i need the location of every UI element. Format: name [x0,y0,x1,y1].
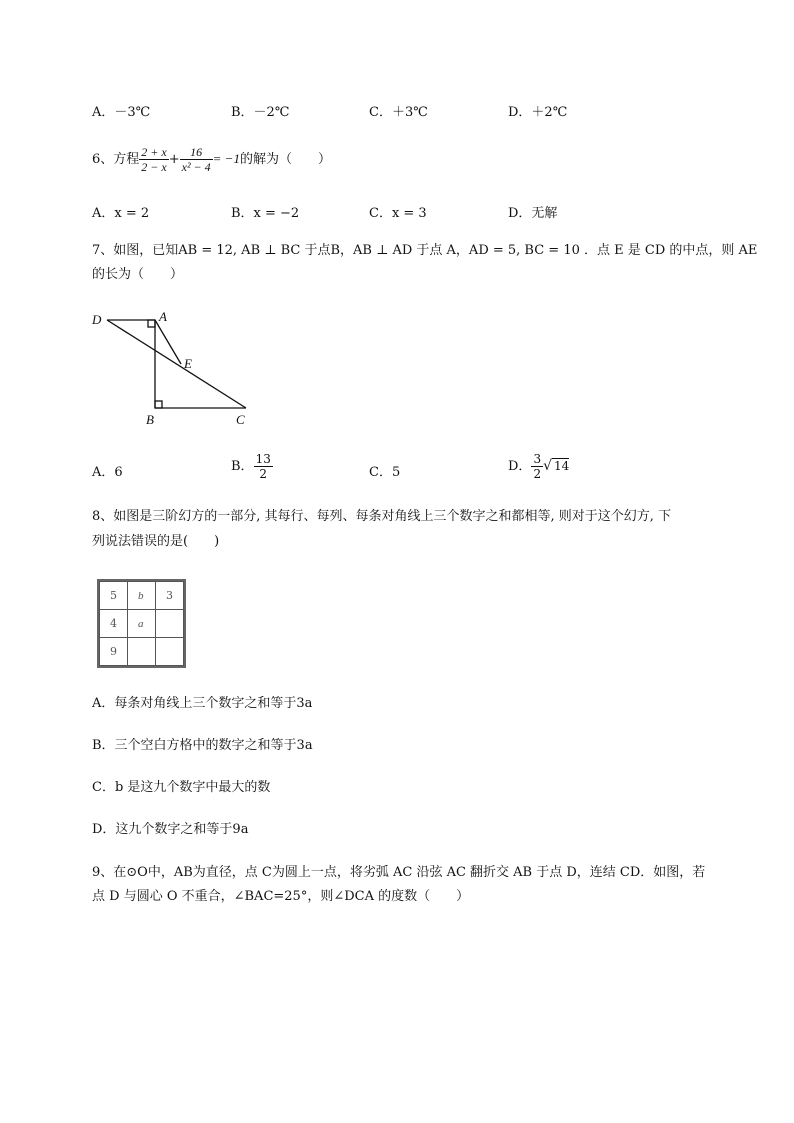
magic-square-row [100,610,184,638]
q8-option-c: C．b 是这九个数字中最大的数 [92,780,271,795]
q6-option-a: A．x = 2 [92,206,150,221]
q5-option-c: C．＋3℃ [369,105,428,120]
q6-plus: + [168,152,180,167]
q9-stem-line1: 9、在⊙O中，AB为直径，点 C为圆上一点，将劣弧 AC 沿弦 AC 翻折交 AB 于点 D，连结 CD．如图，若 [92,865,706,880]
q6-frac2-numerator: 16 [180,145,213,160]
q6-equals: = −1 [212,151,240,166]
q7-stem-line2: 的长为（ ） [92,267,184,282]
q8-stem-line1: 8、如图是三阶幻方的一部分, 其每行、每列、每条对角线上三个数字之和都相等, 则对于这个幻方, 下 [92,509,672,524]
q5-option-b: B．－2℃ [231,105,290,120]
magic-square-cell: 3 [156,582,184,610]
q6-frac1-numerator: 2 + x [141,145,167,159]
right-angle-B [155,401,162,408]
magic-square-cell [128,638,156,666]
q6-option-b: B．x = −2 [231,206,300,221]
q7-option-d-fraction [531,452,543,481]
q6-option-c: C．x = 3 [369,206,427,221]
magic-square-cell: a [128,610,156,638]
q5-option-d: D．＋2℃ [508,105,568,120]
q7-option-d-prefix: D． [508,459,532,474]
q6-frac1-denominator: 2 − x [141,160,167,174]
q6-prefix: 6、方程 [92,152,140,167]
label-C: C [236,412,245,427]
magic-square-row [100,638,184,666]
q7-d-denominator: 2 [533,467,542,481]
q7-option-b [231,452,273,481]
magic-square-row [100,582,184,610]
q8-option-b: B．三个空白方格中的数字之和等于3a [92,738,313,753]
right-angle-A [148,320,155,327]
magic-square-cell [156,638,184,666]
label-E: E [184,356,192,371]
label-D: D [92,312,102,327]
magic-square-cell: 9 [100,638,128,666]
q8-option-a: A．每条对角线上三个数字之和等于3a [92,696,313,711]
label-A: A [159,309,167,324]
q9-stem-line2: 点 D 与圆心 O 不重合，∠BAC=25°，则∠DCA 的度数（ ） [92,889,470,904]
label-B: B [146,412,154,427]
q5-option-a: A．－3℃ [92,105,151,120]
q6-fraction-2 [180,145,213,174]
q7-d-numerator: 3 [533,452,542,466]
magic-square-cell: 5 [100,582,128,610]
segment-AE [155,320,181,364]
q7-option-b-fraction [254,452,273,481]
q7-option-d: D． $\frac{3}{2}$ √ 14 [508,452,570,481]
magic-square-cell [156,610,184,638]
q6-fraction-1 [139,145,168,174]
q7-option-a: A．6 [92,465,123,480]
segment-DC [107,320,246,408]
magic-square-cell: 4 [100,610,128,638]
q6-option-d: D．无解 [508,206,558,221]
q7-d-sqrt: 14 [554,459,570,473]
q6-suffix: 的解为（ ） [239,152,331,167]
q8-option-d: D．这九个数字之和等于9a [92,822,249,837]
q8-stem-line2: 列说法错误的是( ) [92,534,220,549]
q7-option-b-prefix: B． [231,459,254,474]
magic-square-cell: b [128,582,156,610]
q7-option-c: C．5 [369,465,401,480]
q7-stem-line1: 7、如图，已知AB = 12, AB ⊥ BC 于点B，AB ⊥ AD 于点 A，AD = 5, BC = 10 ．点 E 是 CD 的中点，则 AE [92,243,758,258]
q6-stem [92,143,331,176]
magic-square-grid [99,581,184,666]
q7-b-denominator: 2 [259,467,268,481]
q7-b-numerator: 13 [255,452,271,466]
q6-frac2-denominator: x² − 4 [181,160,211,174]
